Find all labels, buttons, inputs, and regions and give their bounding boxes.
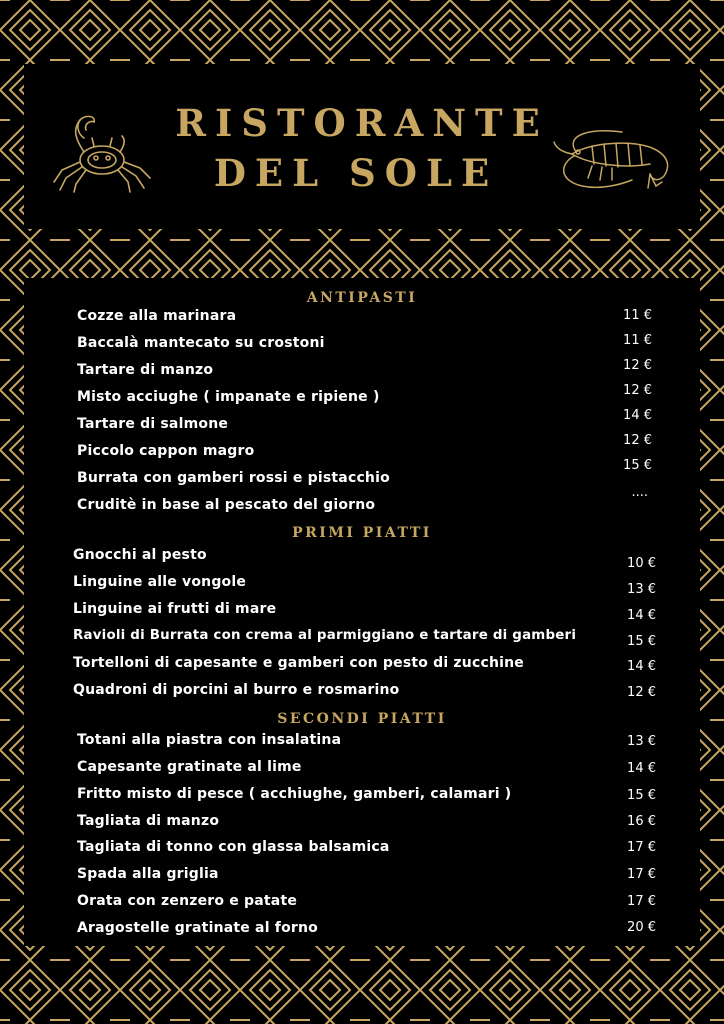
menu-item-price: 17 €: [627, 894, 656, 909]
menu-item-name: Piccolo cappon magro: [77, 443, 255, 459]
menu-item-name: Capesante gratinate al lime: [77, 759, 302, 775]
menu-item-name: Fritto misto di pesce ( acchiughe, gamberi, calamari ): [77, 786, 512, 802]
menu-item-name: Aragostelle gratinate al forno: [77, 920, 318, 936]
menu-item-price: 11 €: [623, 308, 652, 323]
menu-item-price: 14 €: [627, 659, 656, 674]
menu-item-name: Misto acciughe ( impanate e ripiene ): [77, 389, 380, 405]
menu-item-name: Tagliata di manzo: [77, 813, 220, 829]
menu-item-price: 17 €: [627, 867, 656, 882]
menu-item-name: Cozze alla marinara: [77, 308, 237, 324]
menu-item-price: 12 €: [627, 685, 656, 700]
section-title-antipasti: ANTIPASTI: [306, 290, 418, 306]
restaurant-title-line-1: RISTORANTE: [175, 101, 549, 145]
menu-item-price: 13 €: [627, 734, 656, 749]
menu-item-price: 10 €: [627, 556, 656, 571]
menu-item-price: 12 €: [623, 433, 652, 448]
menu-item-name: Linguine ai frutti di mare: [73, 601, 277, 617]
menu-item-name: Orata con zenzero e patate: [77, 893, 298, 909]
menu-item-price: 12 €: [623, 383, 652, 398]
section-title-secondi-piatti: SECONDI PIATTI: [277, 711, 447, 727]
menu-item-price: 14 €: [627, 608, 656, 623]
menu-item-price: 14 €: [623, 408, 652, 423]
menu-item-price: 11 €: [623, 333, 652, 348]
menu-item-name: Tagliata di tonno con glassa balsamica: [77, 839, 390, 855]
menu-item-name: Tortelloni di capesante e gamberi con pesto di zucchine: [73, 655, 524, 671]
menu-item-name: Quadroni di porcini al burro e rosmarino: [73, 682, 400, 698]
menu-item-price: 15 €: [627, 788, 656, 803]
menu-item-name: Spada alla griglia: [77, 866, 219, 882]
section-title-primi-piatti: PRIMI PIATTI: [292, 525, 432, 541]
menu-item-name: Totani alla piastra con insalatina: [77, 732, 342, 748]
menu-item-name: Linguine alle vongole: [73, 574, 247, 590]
menu-item-price: 15 €: [627, 634, 656, 649]
menu-item-price: 16 €: [627, 814, 656, 829]
menu-item-name: Tartare di manzo: [77, 362, 214, 378]
menu-item-price: 17 €: [627, 840, 656, 855]
menu-item-price: ....: [631, 485, 648, 500]
menu-item-price: 15 €: [623, 458, 652, 473]
menu-item-name: Cruditè in base al pescato del giorno: [77, 497, 376, 513]
menu-item-name: Tartare di salmone: [77, 416, 229, 432]
menu-item-name: Ravioli di Burrata con crema al parmiggiano e tartare di gamberi: [73, 628, 577, 643]
menu-item-price: 12 €: [623, 358, 652, 373]
restaurant-title-line-2: DEL SOLE: [213, 151, 499, 195]
menu-item-name: Gnocchi al pesto: [73, 547, 207, 563]
menu-item-price: 20 €: [627, 920, 656, 935]
menu-item-price: 14 €: [627, 761, 656, 776]
menu-item-price: 13 €: [627, 582, 656, 597]
menu-item-name: Burrata con gamberi rossi e pistacchio: [77, 470, 390, 486]
menu-item-name: Baccalà mantecato su crostoni: [77, 335, 325, 351]
